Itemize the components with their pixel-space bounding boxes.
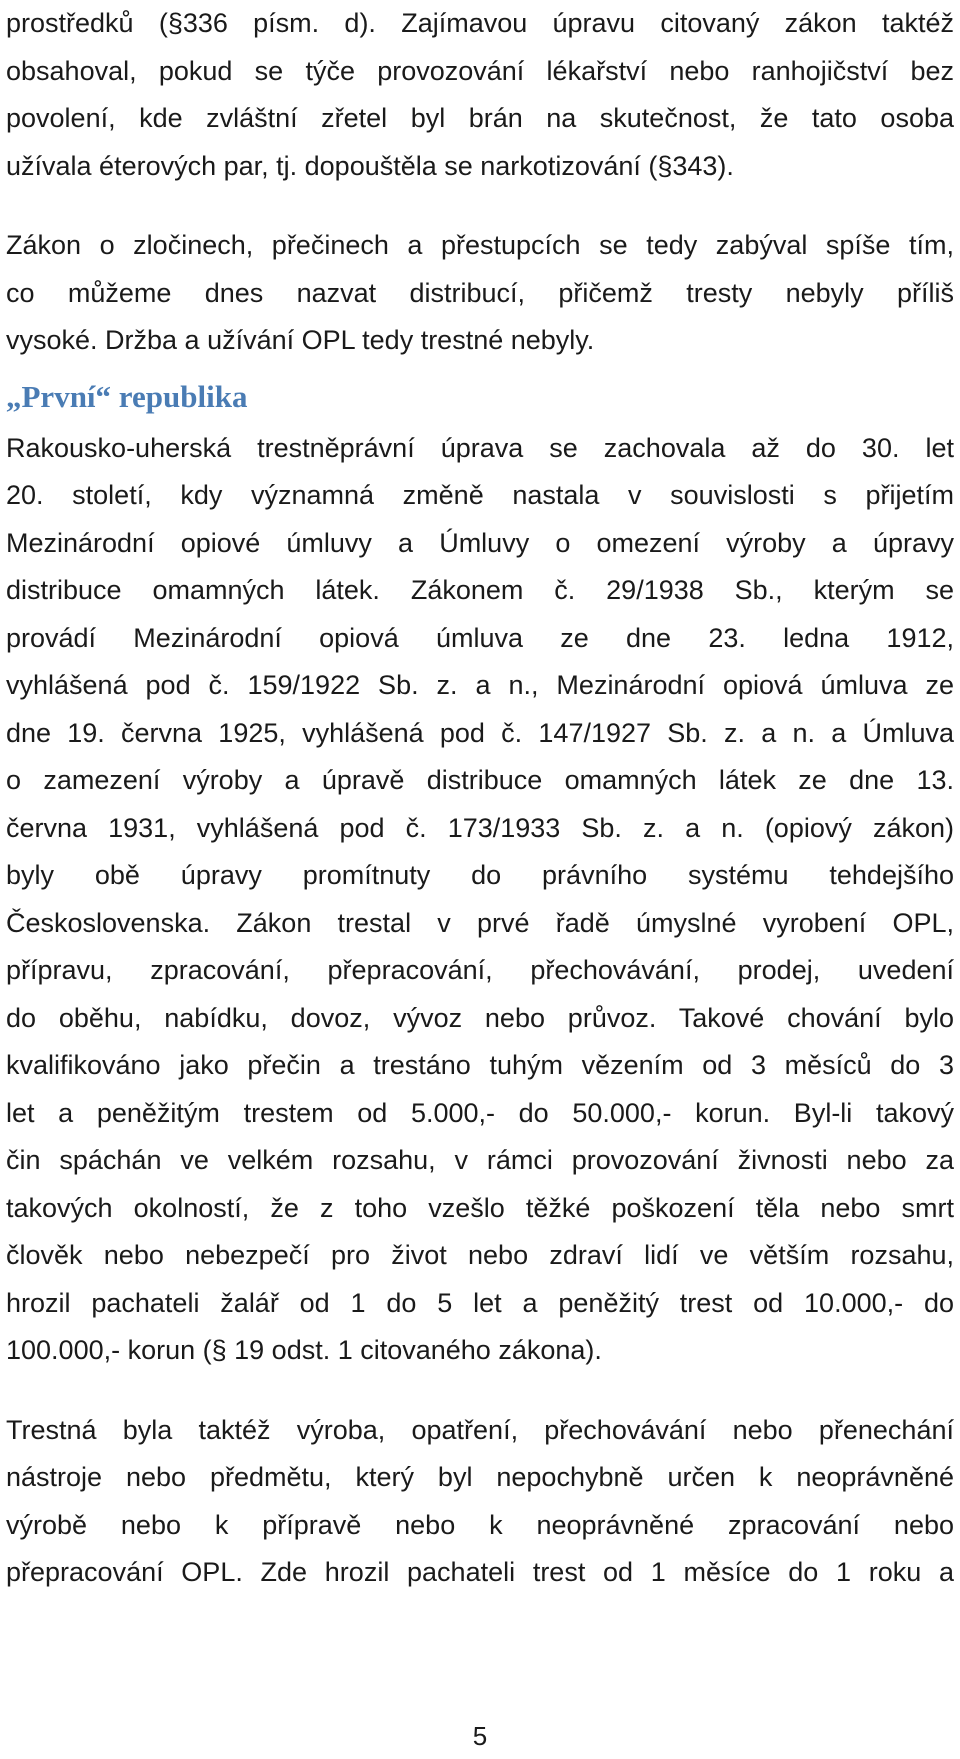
paragraph-3	[6, 425, 954, 1375]
text-line: přípravu, zpracování, přepracování, přechovávání, prodej, uvedení	[6, 955, 954, 985]
text-line: o zamezení výroby a úpravě distribuce omamných látek ze dne 13.	[6, 765, 954, 795]
text-line: Mezinárodní opiové úmluvy a Úmluvy o omezení výroby a úpravy	[6, 527, 954, 558]
text-line: prostředků (§336 písm. d). Zajímavou úpravu citovaný zákon taktéž	[6, 8, 954, 38]
text-line: vysoké. Držba a užívání OPL tedy trestné nebyly.	[6, 325, 595, 355]
page-number: 5	[472, 1721, 488, 1751]
text-line: 100.000,- korun (§ 19 odst. 1 citovaného zákona).	[6, 1335, 602, 1365]
text-line: vyhlášená pod č. 159/1922 Sb. z. a n., Mezinárodní opiová úmluva ze	[6, 670, 954, 700]
text-line: dne 19. června 1925, vyhlášená pod č. 147/1927 Sb. z. a n. a Úmluva	[6, 717, 954, 748]
text-line: výrobě nebo k přípravě nebo k neoprávněné zpracování nebo	[6, 1509, 954, 1540]
text-line: co můžeme dnes nazvat distribucí, přičemž tresty nebyly příliš	[6, 277, 954, 308]
text-line: povolení, kde zvláštní zřetel byl brán na skutečnost, že tato osoba	[6, 103, 954, 133]
text-line: Československa. Zákon trestal v prvé řadě úmyslné vyrobení OPL,	[6, 907, 954, 938]
text-line: čin spáchán ve velkém rozsahu, v rámci provozování živnosti nebo za	[6, 1145, 954, 1175]
text-line: Trestná byla taktéž výroba, opatření, přechovávání nebo přenechání	[6, 1414, 954, 1445]
text-line: hrozil pachateli žalář od 1 do 5 let a peněžitý trest od 10.000,- do	[6, 1287, 954, 1318]
document-page	[6, 0, 954, 1597]
text-line: člověk nebo nebezpečí pro život nebo zdraví lidí ve větším rozsahu,	[6, 1240, 954, 1270]
text-line: do oběhu, nabídku, dovoz, vývoz nebo průvoz. Takové chování bylo	[6, 1002, 954, 1033]
text-line: let a peněžitým trestem od 5.000,- do 50.000,- korun. Byl-li takový	[6, 1097, 954, 1128]
section-heading: „První“ republika	[6, 378, 248, 414]
text-line: Rakousko-uherská trestněprávní úprava se zachovala až do 30. let	[6, 432, 954, 463]
text-line: Zákon o zločinech, přečinech a přestupcích se tedy zabýval spíše tím,	[6, 230, 954, 260]
text-line: obsahoval, pokud se týče provozování lékařství nebo ranhojičství bez	[6, 55, 954, 86]
paragraph-4	[6, 1407, 954, 1597]
text-line: června 1931, vyhlášená pod č. 173/1933 Sb. z. a n. (opiový zákon)	[6, 812, 954, 843]
text-line: distribuce omamných látek. Zákonem č. 29/1938 Sb., kterým se	[6, 575, 954, 605]
text-line: kvalifikováno jako přečin a trestáno tuhým vězením od 3 měsíců do 3	[6, 1050, 954, 1080]
text-line: užívala éterových par, tj. dopouštěla se narkotizování (§343).	[6, 150, 734, 181]
paragraph-2	[6, 222, 954, 365]
text-line: takových okolností, že z toho vzešlo těžké poškození těla nebo smrt	[6, 1192, 954, 1223]
text-line: byly obě úpravy promítnuty do právního systému tehdejšího	[6, 860, 954, 890]
text-line: provádí Mezinárodní opiová úmluva ze dne 23. ledna 1912,	[6, 622, 954, 653]
paragraph-1	[6, 0, 954, 190]
text-line: nástroje nebo předmětu, který byl nepochybně určen k neoprávněné	[6, 1462, 954, 1492]
text-line: 20. století, kdy významná změně nastala v souvislosti s přijetím	[6, 480, 954, 510]
text-line: přepracování OPL. Zde hrozil pachateli trest od 1 měsíce do 1 roku a	[6, 1557, 954, 1587]
